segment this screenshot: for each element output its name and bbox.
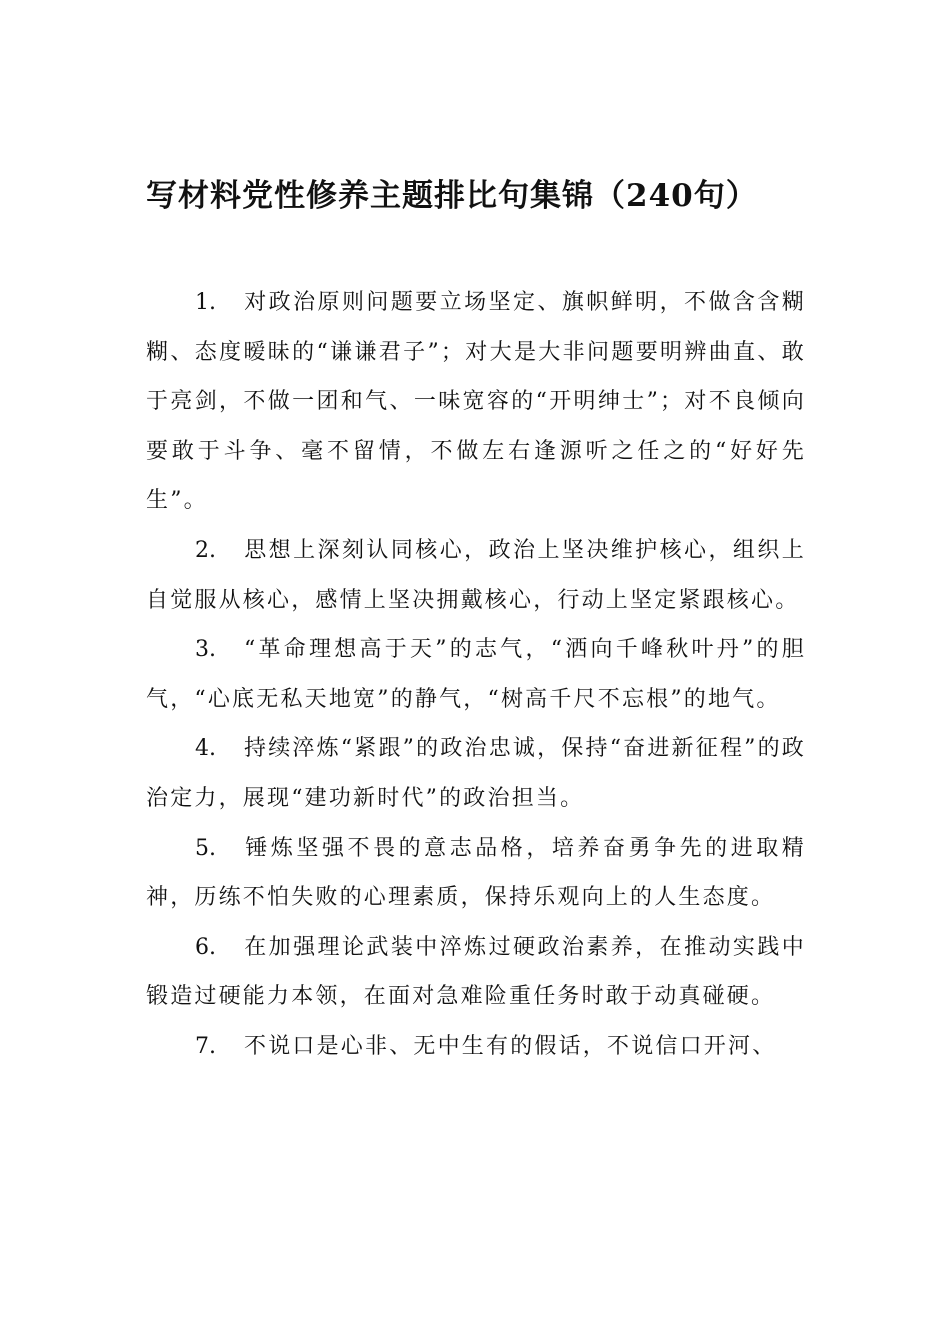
list-item — [146, 278, 806, 526]
item-text: 锤炼坚强不畏的意志品格，培养奋勇争先的进取精神，历练不怕失败的心理素质，保持乐观向上的人生态度。 — [146, 835, 806, 911]
item-text: 持续淬炼“紧跟”的政治忠诚，保持“奋进新征程”的政治定力，展现“建功新时代”的政治担当。 — [146, 736, 806, 811]
list-item — [146, 526, 806, 625]
item-number: 6. — [195, 934, 216, 960]
item-number: 3. — [195, 637, 216, 663]
item-number: 5. — [195, 835, 216, 861]
item-text: “革命理想高于天”的志气，“洒向千峰秋叶丹”的胆气，“心底无私天地宽”的静气，“树高千尺不忘根”的地气。 — [146, 637, 806, 712]
item-list — [146, 278, 806, 1072]
item-number: 7. — [195, 1033, 216, 1059]
document-title: 写材料党性修养主题排比句集锦（240句） — [146, 178, 758, 214]
list-item — [146, 724, 806, 823]
item-number: 1. — [195, 290, 216, 315]
item-text: 对政治原则问题要立场坚定、旗帜鲜明，不做含含糊糊、态度暧昧的“谦谦君子”；对大是大非问题要明辨曲直、敢于亮剑，不做一团和气、一味宽容的“开明绅士”；对不良倾向要敢于斗争、毫不留情，不做左右逢源听之任之的“好好先生”。 — [146, 290, 806, 514]
list-item — [146, 824, 806, 923]
list-item — [146, 625, 806, 724]
item-number: 4. — [195, 736, 216, 762]
item-text: 思想上深刻认同核心，政治上坚决维护核心，组织上自觉服从核心，感情上坚决拥戴核心，行动上坚定紧跟核心。 — [146, 537, 806, 613]
list-item — [146, 923, 806, 1022]
item-number: 2. — [195, 537, 216, 563]
item-text: 不说口是心非、无中生有的假话，不说信口开河、 — [244, 1033, 777, 1059]
list-item — [146, 1022, 806, 1072]
item-text: 在加强理论武装中淬炼过硬政治素养，在推动实践中锻造过硬能力本领，在面对急难险重任务时敢于动真碰硬。 — [146, 934, 806, 1010]
